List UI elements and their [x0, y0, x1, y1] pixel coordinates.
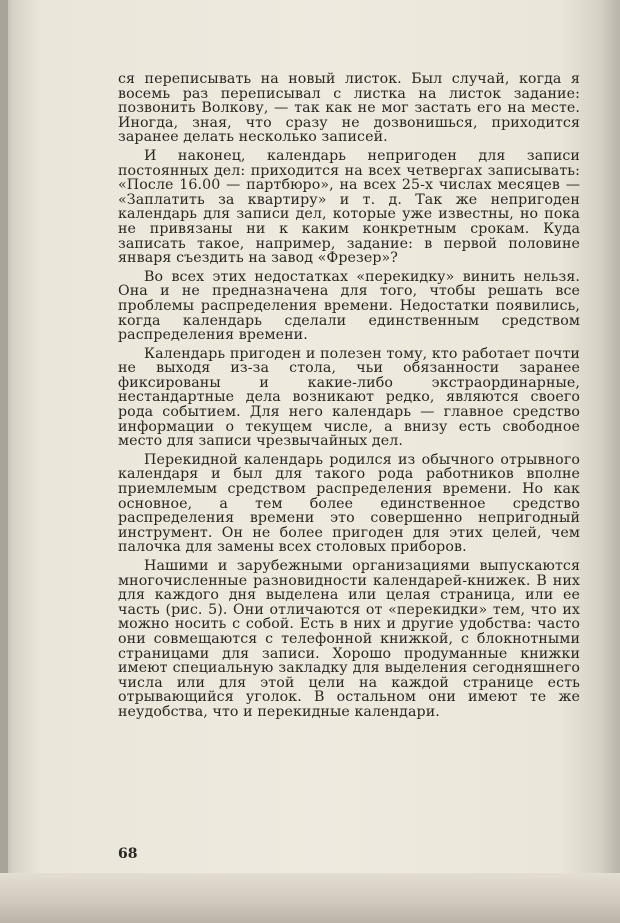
page-number: 68 — [118, 846, 138, 862]
page-body-text — [118, 72, 580, 724]
paragraph-3: Во всех этих недостатках «перекидку» винить нельзя. Она и не предназначена для того, чтобы решать все проблемы распределения времени. Недостатки появились, когда календарь сделали единственным средством распределения времени. — [118, 268, 580, 344]
paragraph-1: ся переписывать на новый листок. Был случай, когда я восемь раз переписывал с листка на листок задание: позвонить Волкову, — так как не мог застать его на месте. Иногда, зная, что сразу не дозвонишься, приходится заранее делать несколько записей. — [118, 71, 580, 146]
page-bottom-shadow — [0, 873, 620, 923]
page-left-edge — [0, 0, 8, 923]
paragraph-2: И наконец, календарь непригоден для записи постоянных дел: приходится на всех четвергах записывать: «После 16.00 — партбюро», на всех 25-х числах месяцев — «Заплатить за квартиру» и т. д. Так же непригоден календарь для записи дел, которые уже известны, но пока не привязаны ни к каким конкретным срокам. Куда записать такое, например, задание: в первой половине января съездить на завод «Фрезер»? — [118, 147, 580, 267]
paragraph-6: Нашими и зарубежными организациями выпускаются многочисленные разновидности календарей-книжек. В них для каждого дня выделена или целая страница, или ее часть (рис. 5). Они отличаются от «перекидки» тем, что их можно носить с собой. Есть в них и другие удобства: часто они совмещаются с телефонной книжкой, с блокнотными страницами для записи. Хорошо продуманные книжки имеют специальную закладку для выделения сегодняшнего числа или для этой цели на каждой странице есть отрывающийся уголок. В остальном они имеют те же неудобства, что и перекидные календари. — [118, 558, 580, 720]
paragraph-5: Перекидной календарь родился из обычного отрывного календаря и был для такого рода работников вполне приемлемым средством распределения времени. Но как основное, а тем более единственное средство распределения времени это совершенно непригодный инструмент. Он не более пригоден для этих целей, чем палочка для замены всех столовых приборов. — [118, 451, 580, 556]
paragraph-4: Календарь пригоден и полезен тому, кто работает почти не выходя из-за стола, чьи обязанности заранее фиксированы и какие-либо экстраординарные, нестандартные дела возникают редко, являются своего рода событием. Для него календарь — главное средство информации о текущем числе, а внизу есть свободное место для записи чрезвычайных дел. — [118, 345, 580, 450]
